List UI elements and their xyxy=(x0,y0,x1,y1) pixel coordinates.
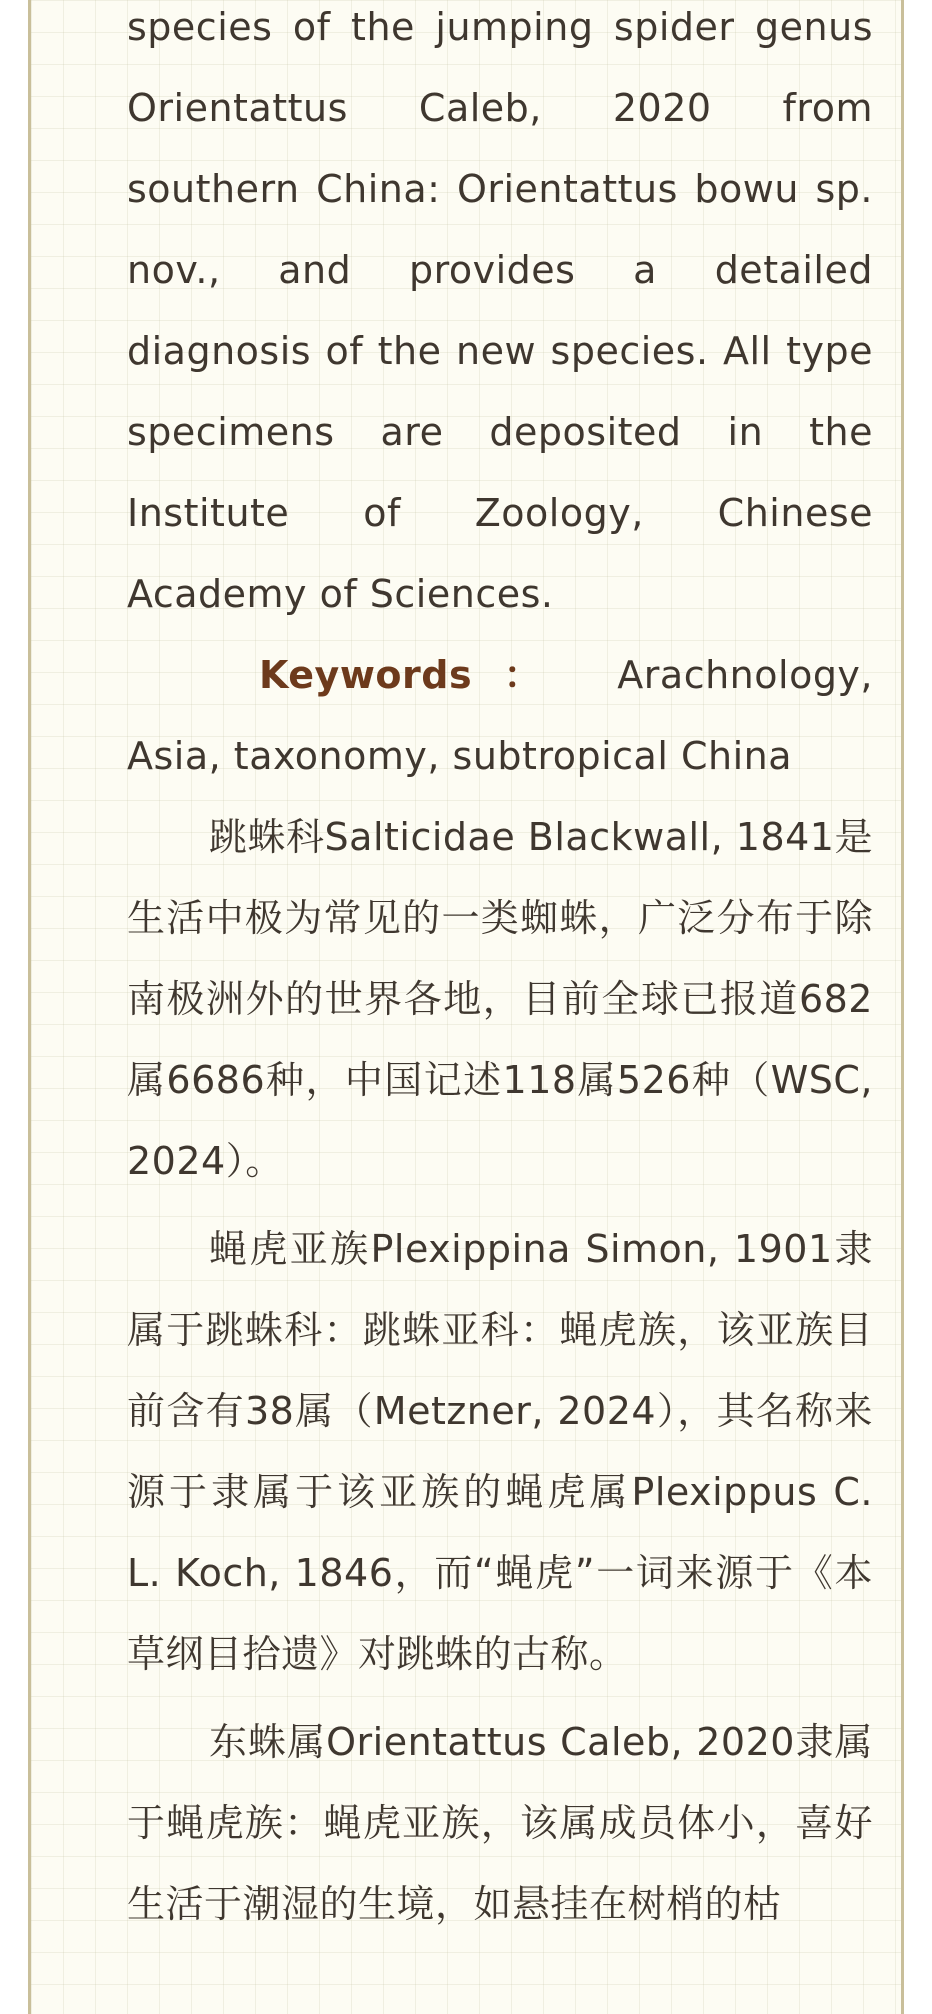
body-paragraph-orientattus: 东蛛属Orientattus Caleb, 2020隶属于蝇虎族：蝇虎亚族，该属成员体小，喜好生活于潮湿的生境，如悬挂在树梢的枯 xyxy=(127,1720,873,1926)
keywords-label: Keywords： xyxy=(259,653,574,697)
body-paragraph-plexippina: 蝇虎亚族Plexippina Simon, 1901隶属于跳蛛科：跳蛛亚科：蝇虎族，该亚族目前含有38属（Metzner, 2024），其名称来源于隶属于该亚族的蝇虎属Plexippus C. L. Koch, 1846，而“蝇虎”一词来源于《本草纲目拾遗》对跳蛛的古称。 xyxy=(127,1227,873,1676)
article-page xyxy=(28,0,904,2014)
keywords-line xyxy=(127,635,873,797)
body-paragraph-salticidae: 跳蛛科Salticidae Blackwall, 1841是生活中极为常见的一类蜘蛛，广泛分布于除南极洲外的世界各地，目前全球已报道682属6686种，中国记述118属526种（WSC, 2024）。 xyxy=(127,815,873,1183)
abstract-paragraph: species of the jumping spider genus Orientattus Caleb, 2020 from southern China: Orientattus bowu sp. nov., and provides a detailed diagnosis of the new species. All type specimens are deposited in the Institute of Zoology, Chinese Academy of Sciences. xyxy=(127,5,873,616)
keywords-text: Arachnology, Asia, taxonomy, subtropical China xyxy=(127,653,874,778)
article-body xyxy=(127,0,873,1945)
